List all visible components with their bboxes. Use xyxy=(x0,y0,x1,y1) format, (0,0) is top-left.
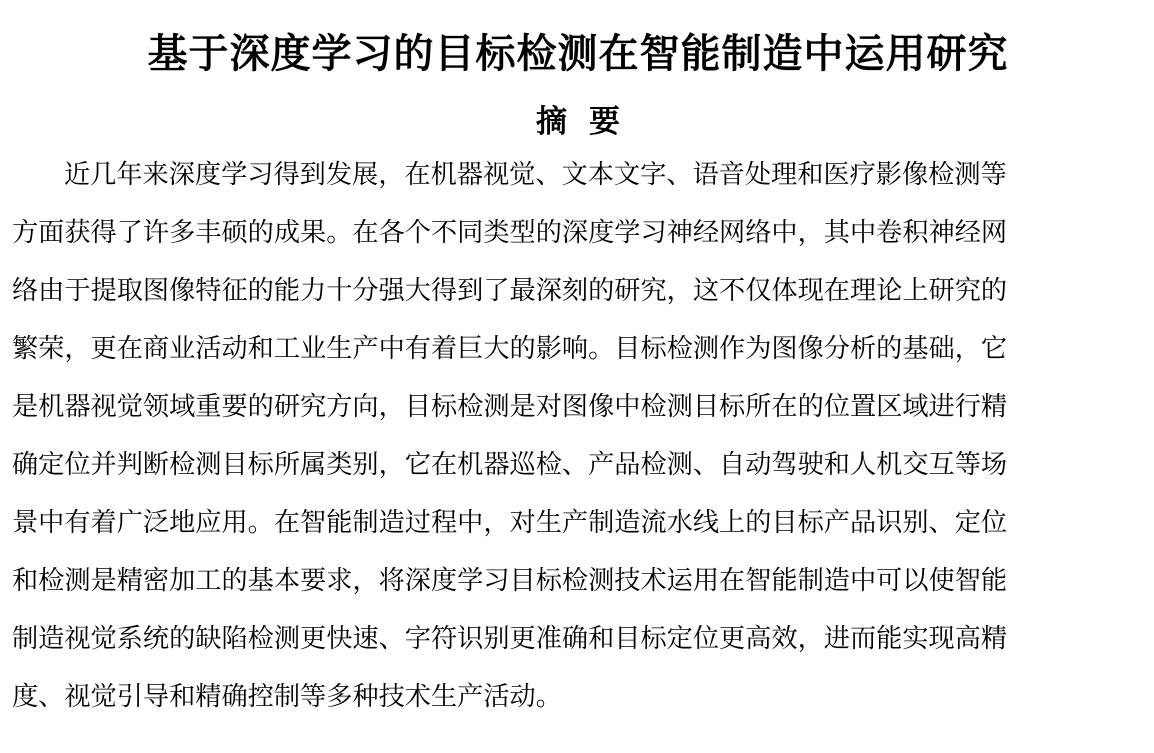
abstract-line: 络由于提取图像特征的能力十分强大得到了最深刻的研究，这不仅体现在理论上研究的 xyxy=(12,276,1008,306)
abstract-line: 是机器视觉领域重要的研究方向，目标检测是对图像中检测目标所在的位置区域进行精 xyxy=(12,392,1008,422)
abstract-line: 确定位并判断检测目标所属类别，它在机器巡检、产品检测、自动驾驶和人机交互等场 xyxy=(12,450,1008,480)
abstract-line: 近几年来深度学习得到发展，在机器视觉、文本文字、语音处理和医疗影像检测等 xyxy=(64,160,1007,190)
abstract-heading: 摘要 xyxy=(536,104,642,140)
document-title: 基于深度学习的目标检测在智能制造中运用研究 xyxy=(147,31,1009,77)
abstract-line: 景中有着广泛地应用。在智能制造过程中，对生产制造流水线上的目标产品识别、定位 xyxy=(12,508,1008,538)
abstract-line: 度、视觉引导和精确控制等多种技术生产活动。 xyxy=(12,682,562,712)
abstract-line: 制造视觉系统的缺陷检测更快速、字符识别更准确和目标定位更高效，进而能实现高精 xyxy=(12,624,1008,654)
abstract-line: 和检测是精密加工的基本要求，将深度学习目标检测技术运用在智能制造中可以使智能 xyxy=(12,566,1008,596)
abstract-body xyxy=(12,144,1144,726)
abstract-line: 繁荣，更在商业活动和工业生产中有着巨大的影响。目标检测作为图像分析的基础，它 xyxy=(12,334,1008,364)
abstract-line: 方面获得了许多丰硕的成果。在各个不同类型的深度学习神经网络中，其中卷积神经网 xyxy=(12,218,1008,248)
